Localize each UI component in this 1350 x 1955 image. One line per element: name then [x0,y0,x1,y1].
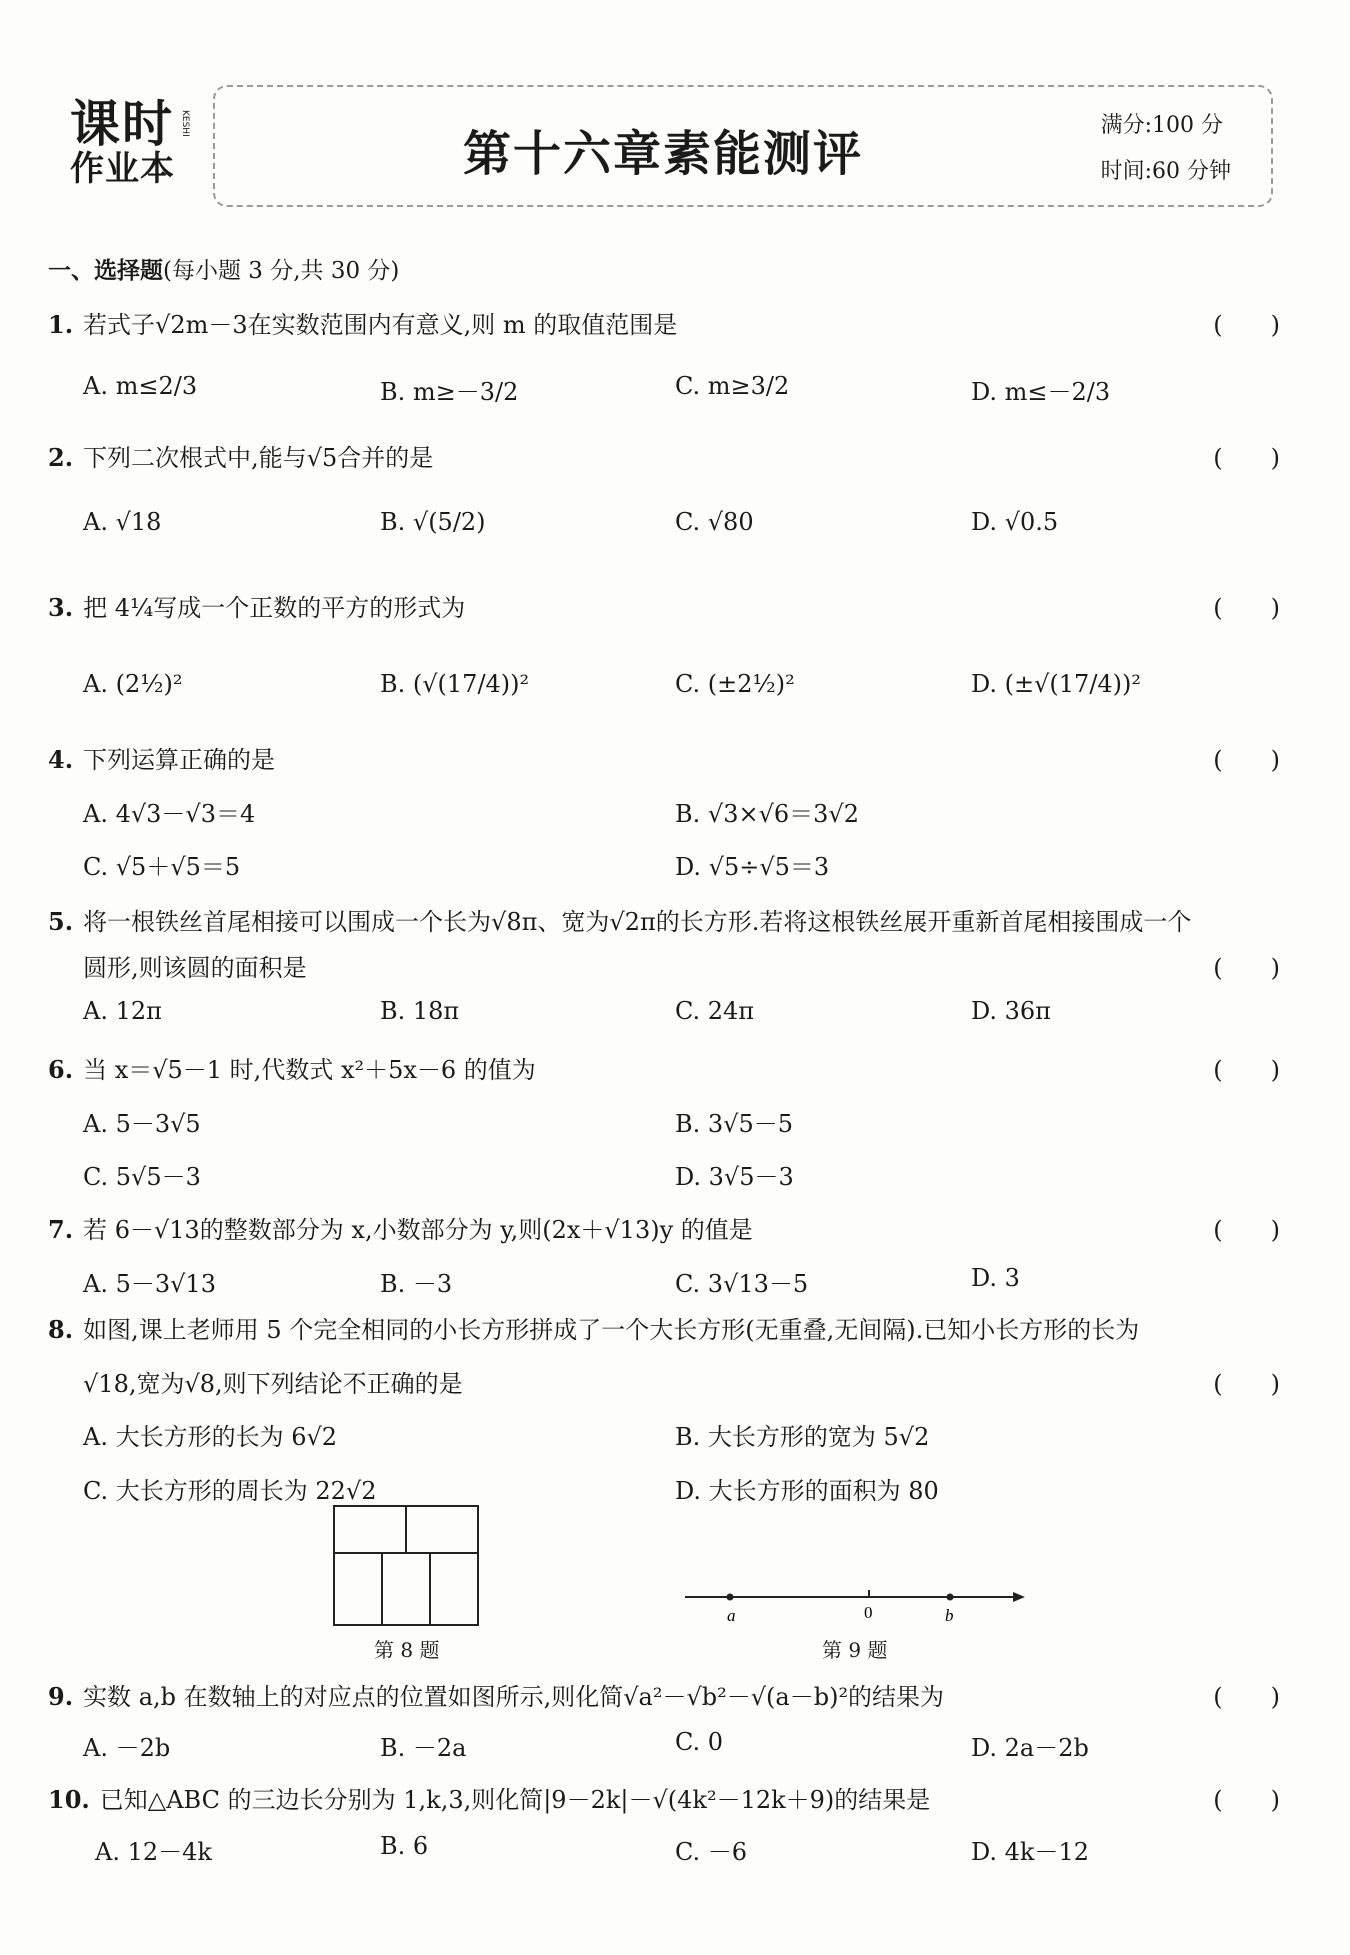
full-score: 满分:100 分 [1100,113,1223,138]
question-10 [48,1780,1280,1815]
option-c[interactable]: C. 3√13－5 [675,1270,809,1298]
option-c[interactable]: C. 0 [675,1728,724,1756]
answer-blank[interactable]: ( ) [1213,746,1280,774]
question-stem-continued: 圆形,则该圆的面积是 [83,954,307,982]
option-a[interactable]: A. (2½)² [83,670,183,698]
question-5 [48,902,1280,937]
header-frame [213,85,1273,207]
option-d[interactable]: D. 4k－12 [971,1838,1089,1866]
question-number: 10. [48,1785,90,1814]
option-a[interactable]: A. 12－4k [95,1838,212,1866]
option-c[interactable]: C. 24π [675,997,755,1025]
question-6 [48,1050,1280,1085]
question-number: 7. [48,1215,74,1244]
page-title: 第十六章素能测评 [462,126,863,182]
option-a[interactable]: A. 5－3√5 [83,1110,201,1138]
question-9 [48,1677,1280,1712]
question-stem: 若式子√2m－3在实数范围内有意义,则 m 的取值范围是 [83,311,678,339]
option-b[interactable]: B. 3√5－5 [675,1110,793,1138]
figure-9-caption: 第 9 题 [822,1638,888,1662]
question-2 [48,438,1280,473]
question-number: 3. [48,593,74,622]
question-number: 2. [48,443,74,472]
question-4 [48,740,1280,775]
point-a [727,1594,734,1601]
option-d[interactable]: D. √0.5 [971,508,1059,536]
question-7 [48,1210,1280,1245]
question-stem: 将一根铁丝首尾相接可以围成一个长为√8π、宽为√2π的长方形.若将这根铁丝展开重新首尾相接围成一个 [83,908,1192,936]
answer-blank[interactable]: ( ) [1213,594,1280,622]
brand-logo [70,95,200,189]
option-d[interactable]: D. √5÷√5＝3 [675,853,830,881]
option-d[interactable]: D. 3 [971,1264,1020,1292]
question-stem: 若 6－√13的整数部分为 x,小数部分为 y,则(2x＋√13)y 的值是 [83,1216,753,1244]
option-b[interactable]: B. √(5/2) [380,508,486,536]
option-a[interactable]: A. 5－3√13 [83,1270,216,1298]
question-8-line2 [83,1364,1280,1399]
question-number: 5. [48,907,74,936]
question-stem-continued: √18,宽为√8,则下列结论不正确的是 [83,1370,463,1398]
question-stem: 当 x＝√5－1 时,代数式 x²＋5x－6 的值为 [83,1056,536,1084]
section-title: 一、选择题 [48,257,163,284]
option-b[interactable]: B. (√(17/4))² [380,670,530,698]
question-stem: 下列二次根式中,能与√5合并的是 [83,444,434,472]
option-c[interactable]: C. (±2½)² [675,670,795,698]
logo-text-bottom: 作业本 [70,149,175,189]
question-number: 9. [48,1682,74,1711]
option-d[interactable]: D. (±√(17/4))² [971,670,1142,698]
logo-text-top: 课时 [70,95,174,153]
option-b[interactable]: B. －3 [380,1270,453,1298]
question-stem: 已知△ABC 的三边长分别为 1,k,3,则化简|9－2k|－√(4k²－12k＋9)的结果是 [99,1786,931,1814]
option-c[interactable]: C. 5√5－3 [83,1163,201,1191]
axis-arrow [1013,1592,1025,1602]
question-stem: 下列运算正确的是 [83,746,276,774]
label-b: b [945,1606,954,1625]
question-number: 8. [48,1315,74,1344]
logo-pinyin: KESHI [180,110,190,137]
option-b[interactable]: B. 18π [380,997,460,1025]
option-a[interactable]: A. 12π [83,997,162,1025]
figure-9-number-line [685,1585,1025,1625]
question-number: 4. [48,745,74,774]
answer-blank[interactable]: ( ) [1213,444,1280,472]
question-number: 6. [48,1055,74,1084]
option-a[interactable]: A. 4√3－√3＝4 [83,800,256,828]
figure-8-caption: 第 8 题 [374,1638,440,1662]
label-a: a [727,1606,736,1625]
option-c[interactable]: C. √80 [675,508,754,536]
option-a[interactable]: A. －2b [83,1734,171,1762]
option-b[interactable]: B. 6 [380,1832,429,1860]
question-number: 1. [48,310,74,339]
answer-blank[interactable]: ( ) [1213,1370,1280,1398]
option-b[interactable]: B. √3×√6＝3√2 [675,800,859,828]
section-heading [48,252,399,285]
exam-meta [1101,103,1231,195]
option-a[interactable]: A. 大长方形的长为 6√2 [83,1423,338,1451]
figure-8-rectangles [333,1505,479,1626]
option-a[interactable]: A. m≤2/3 [83,372,198,400]
answer-blank[interactable]: ( ) [1213,311,1280,339]
option-c[interactable]: C. √5＋√5＝5 [83,853,241,881]
label-zero: 0 [864,1603,873,1622]
answer-blank[interactable]: ( ) [1213,1786,1280,1814]
option-d[interactable]: D. 大长方形的面积为 80 [675,1477,939,1505]
time-limit: 时间:60 分钟 [1100,159,1231,184]
option-b[interactable]: B. m≥－3/2 [380,378,519,406]
option-a[interactable]: A. √18 [83,508,162,536]
option-c[interactable]: C. 大长方形的周长为 22√2 [83,1477,377,1505]
point-b [947,1594,954,1601]
answer-blank[interactable]: ( ) [1213,1216,1280,1244]
question-1 [48,305,1280,340]
question-stem: 如图,课上老师用 5 个完全相同的小长方形拼成了一个大长方形(无重叠,无间隔).已知小长方形的长为 [83,1316,1140,1344]
option-d[interactable]: D. 36π [971,997,1051,1025]
answer-blank[interactable]: ( ) [1213,1056,1280,1084]
section-note: (每小题 3 分,共 30 分) [163,258,400,284]
answer-blank[interactable]: ( ) [1213,954,1280,982]
option-d[interactable]: D. 2a－2b [971,1734,1089,1762]
option-c[interactable]: C. m≥3/2 [675,372,790,400]
option-d[interactable]: D. 3√5－3 [675,1163,794,1191]
question-8 [48,1310,1280,1345]
option-b[interactable]: B. －2a [380,1734,467,1762]
question-stem: 把 4¼写成一个正数的平方的形式为 [83,594,466,622]
question-3 [48,588,1280,623]
question-stem: 实数 a,b 在数轴上的对应点的位置如图所示,则化简√a²－√b²－√(a－b)²的结果为 [83,1683,945,1711]
answer-blank[interactable]: ( ) [1213,1683,1280,1711]
option-b[interactable]: B. 大长方形的宽为 5√2 [675,1423,930,1451]
question-5-line2 [83,948,1280,983]
option-c[interactable]: C. －6 [675,1838,748,1866]
option-d[interactable]: D. m≤－2/3 [971,378,1111,406]
